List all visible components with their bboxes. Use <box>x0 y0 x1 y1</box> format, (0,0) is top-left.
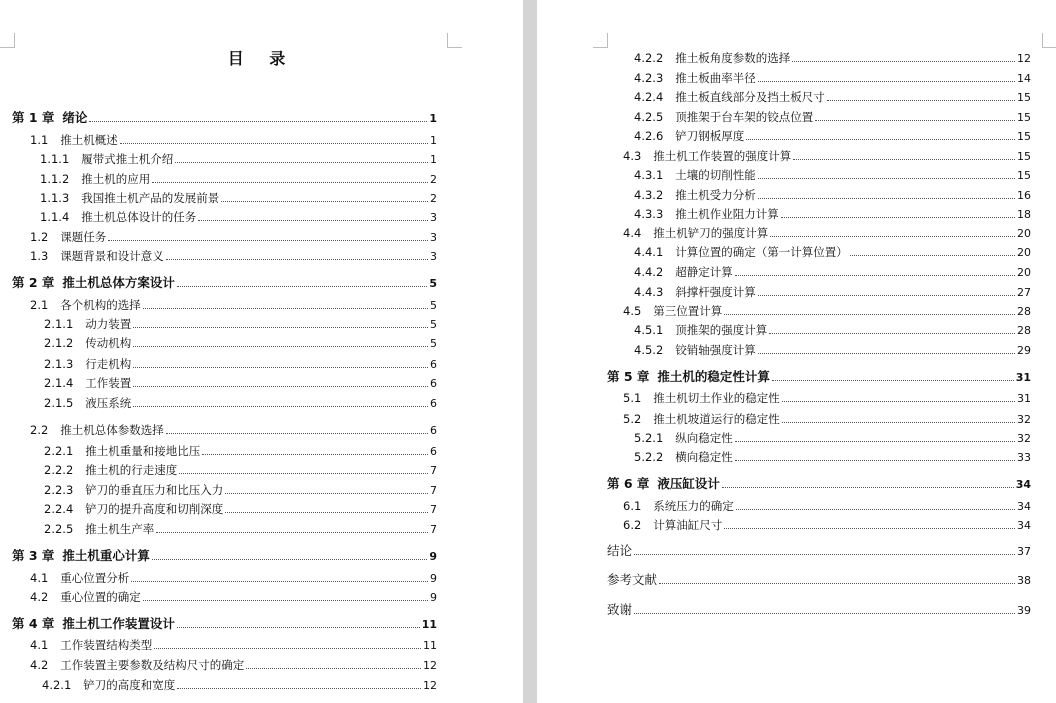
toc-dot-leader <box>659 583 1015 584</box>
toc-entry-title: 结论 <box>607 543 633 558</box>
toc-dot-leader <box>758 198 1015 199</box>
toc-entry-number: 6.2 <box>623 518 642 532</box>
toc-entry <box>40 150 437 168</box>
toc-entry-title: 推土机的应用 <box>81 172 151 186</box>
toc-entry-title: 推土机总体设计的任务 <box>81 210 197 224</box>
toc-entry-number: 1.1.1 <box>40 152 70 166</box>
toc-page-number: 32 <box>1017 413 1031 426</box>
toc-entry <box>634 448 1031 466</box>
toc-dot-leader <box>198 220 428 221</box>
toc-page-number: 12 <box>423 659 437 672</box>
toc-entry-number: 2.1.3 <box>44 357 74 371</box>
toc-entry-number: 第 6 章 <box>607 476 650 491</box>
toc-dot-leader <box>152 559 427 560</box>
toc-entry-title: 纵向稳定性 <box>675 431 733 445</box>
toc-entry-title: 计算油缸尺寸 <box>653 518 723 532</box>
toc-dot-leader <box>758 178 1015 179</box>
toc-page-number: 32 <box>1017 432 1031 445</box>
toc-entry-title: 传动机构 <box>85 336 132 350</box>
toc-entry-title: 履带式推土机介绍 <box>81 152 174 166</box>
toc-dot-leader <box>175 162 428 163</box>
toc-entry-title: 推土机铲刀的强度计算 <box>653 226 769 240</box>
toc-entry-title: 推土板直线部分及挡土板尺寸 <box>675 90 825 104</box>
toc-dot-leader <box>133 386 428 387</box>
toc-entry-number: 5.2 <box>623 412 642 426</box>
toc-page-number: 7 <box>430 464 437 477</box>
toc-page-number: 5 <box>429 277 437 290</box>
toc-entry-number: 4.4.3 <box>634 285 664 299</box>
toc-dot-leader <box>133 406 428 407</box>
toc-entry-title: 推土机坡道运行的稳定性 <box>653 412 780 426</box>
toc-entry-title: 铰销轴强度计算 <box>675 343 756 357</box>
toc-page-number: 15 <box>1017 111 1031 124</box>
toc-dot-leader <box>782 401 1015 402</box>
toc-page-number: 16 <box>1017 189 1031 202</box>
toc-page-number: 33 <box>1017 451 1031 464</box>
toc-dot-leader <box>850 255 1015 256</box>
toc-dot-leader <box>735 275 1015 276</box>
toc-entry-title: 推土板曲率半径 <box>675 71 756 85</box>
toc-entry-number: 4.2 <box>30 590 49 604</box>
document-page-right <box>537 0 1056 703</box>
toc-chapter-entry <box>12 547 437 565</box>
toc-entry-title: 第三位置计算 <box>653 304 723 318</box>
toc-page-number: 18 <box>1017 208 1031 221</box>
toc-entry-number: 5.1 <box>623 391 642 405</box>
toc-entry-number: 4.2.1 <box>42 678 72 692</box>
toc-entry <box>634 321 1031 339</box>
toc-page-number: 1 <box>430 153 437 166</box>
toc-entry <box>623 302 1031 320</box>
toc-page-number: 2 <box>430 192 437 205</box>
toc-dot-leader <box>177 688 421 689</box>
toc-dot-leader <box>154 648 421 649</box>
toc-entry-title: 推土机作业阻力计算 <box>675 207 779 221</box>
toc-chapter-entry <box>12 615 437 633</box>
toc-entry-number: 2.1.1 <box>44 317 74 331</box>
toc-entry-title: 斜撑杆强度计算 <box>675 285 756 299</box>
toc-entry <box>44 520 437 538</box>
toc-entry-number: 4.1 <box>30 571 49 585</box>
toc-page-number: 9 <box>430 591 437 604</box>
toc-entry-number: 4.5.2 <box>634 343 664 357</box>
toc-entry-title: 铲刀钢板厚度 <box>675 129 745 143</box>
toc-entry-number: 4.3.2 <box>634 188 664 202</box>
toc-entry <box>607 571 1031 589</box>
toc-entry-number: 第 3 章 <box>12 548 55 563</box>
toc-chapter-entry <box>607 475 1031 493</box>
toc-page-number: 6 <box>430 397 437 410</box>
toc-entry <box>634 205 1031 223</box>
toc-entry-title: 推土机概述 <box>60 133 118 147</box>
toc-page-number: 29 <box>1017 344 1031 357</box>
toc-page-number: 7 <box>430 523 437 536</box>
toc-dot-leader <box>202 454 428 455</box>
toc-page-number: 6 <box>430 424 437 437</box>
toc-entry <box>30 296 437 314</box>
toc-page-number: 31 <box>1015 371 1031 384</box>
toc-dot-leader <box>634 613 1015 614</box>
toc-entry-title: 行走机构 <box>85 357 132 371</box>
toc-entry <box>44 461 437 479</box>
toc-dot-leader <box>722 487 1014 488</box>
toc-entry <box>623 410 1031 428</box>
toc-dot-leader <box>634 554 1015 555</box>
toc-entry-title: 推土机总体参数选择 <box>60 423 164 437</box>
toc-page-number: 2 <box>430 173 437 186</box>
toc-entry <box>623 516 1031 534</box>
toc-entry-number: 4.2.5 <box>634 110 664 124</box>
toc-entry <box>623 147 1031 165</box>
toc-page-number: 5 <box>430 299 437 312</box>
toc-entry <box>634 283 1031 301</box>
toc-entry <box>44 394 437 412</box>
toc-entry-title: 致谢 <box>607 602 633 617</box>
toc-entry-title: 推土机生产率 <box>85 522 155 536</box>
toc-chapter-entry <box>12 109 437 127</box>
toc-dot-leader <box>156 532 428 533</box>
toc-page-number: 15 <box>1017 150 1031 163</box>
toc-entry-number: 2.2.3 <box>44 483 74 497</box>
toc-entry <box>44 442 437 460</box>
toc-entry-title: 参考文献 <box>607 572 658 587</box>
toc-dot-leader <box>120 143 428 144</box>
toc-dot-leader <box>152 182 428 183</box>
toc-dot-leader <box>143 308 428 309</box>
toc-entry-number: 4.1 <box>30 638 49 652</box>
toc-page-number: 31 <box>1017 392 1031 405</box>
toc-entry-number: 1.1 <box>30 133 49 147</box>
toc-page-number: 6 <box>430 445 437 458</box>
toc-entry <box>30 588 437 606</box>
toc-entry-title: 铲刀的提升高度和切削深度 <box>85 502 224 516</box>
toc-dot-leader <box>735 441 1015 442</box>
toc-page-number: 20 <box>1017 246 1031 259</box>
toc-entry-number: 2.2.2 <box>44 463 74 477</box>
toc-entry-number: 2.1 <box>30 298 49 312</box>
toc-entry <box>623 224 1031 242</box>
toc-dot-leader <box>177 627 420 628</box>
toc-entry <box>30 656 437 674</box>
toc-page-number: 11 <box>421 618 437 631</box>
toc-entry-title: 液压缸设计 <box>657 476 720 491</box>
toc-entry-number: 4.2.6 <box>634 129 664 143</box>
toc-entry-number: 第 2 章 <box>12 275 55 290</box>
toc-dot-leader <box>724 528 1015 529</box>
toc-dot-leader <box>89 121 427 122</box>
toc-entry-number: 1.3 <box>30 249 49 263</box>
toc-page-number: 37 <box>1017 545 1031 558</box>
toc-dot-leader <box>770 236 1015 237</box>
toc-dot-leader <box>781 217 1015 218</box>
toc-entry <box>634 166 1031 184</box>
toc-page-number: 7 <box>430 503 437 516</box>
toc-entry-title: 动力装置 <box>85 317 132 331</box>
toc-entry <box>634 341 1031 359</box>
toc-page-number: 7 <box>430 484 437 497</box>
toc-entry-title: 工作装置主要参数及结构尺寸的确定 <box>60 658 245 672</box>
document-page-left <box>0 0 523 703</box>
toc-entry-number: 第 1 章 <box>12 110 55 125</box>
toc-entry <box>623 497 1031 515</box>
toc-page-number: 38 <box>1017 574 1031 587</box>
toc-entry <box>634 186 1031 204</box>
toc-dot-leader <box>746 139 1015 140</box>
toc-dot-leader <box>758 353 1015 354</box>
toc-dot-leader <box>143 600 428 601</box>
toc-page-number: 34 <box>1017 500 1031 513</box>
toc-dot-leader <box>179 473 428 474</box>
toc-entry-title: 铲刀的垂直压力和比压入力 <box>85 483 224 497</box>
page-corner-mark <box>593 33 608 48</box>
toc-page-number: 3 <box>430 211 437 224</box>
toc-entry-title: 推土机总体方案设计 <box>62 275 175 290</box>
toc-page-number: 27 <box>1017 286 1031 299</box>
toc-entry-title: 计算位置的确定（第一计算位置） <box>675 245 848 259</box>
toc-entry <box>44 334 437 352</box>
toc-entry-number: 2.1.2 <box>44 336 74 350</box>
toc-page-number: 28 <box>1017 324 1031 337</box>
toc-dot-leader <box>724 314 1015 315</box>
toc-entry-title: 课题任务 <box>60 230 107 244</box>
toc-chapter-entry <box>12 274 437 292</box>
toc-entry-title: 推土机的稳定性计算 <box>657 369 770 384</box>
toc-page-number: 34 <box>1015 478 1031 491</box>
toc-entry-title: 工作装置 <box>85 376 132 390</box>
toc-entry <box>634 88 1031 106</box>
toc-dot-leader <box>177 286 427 287</box>
toc-entry-number: 4.2 <box>30 658 49 672</box>
toc-dot-leader <box>782 422 1015 423</box>
toc-entry-number: 2.2.1 <box>44 444 74 458</box>
toc-page-number: 39 <box>1017 604 1031 617</box>
toc-entry-title: 推土机受力分析 <box>675 188 756 202</box>
toc-entry-number: 4.4 <box>623 226 642 240</box>
toc-dot-leader <box>246 668 421 669</box>
toc-entry-number: 第 5 章 <box>607 369 650 384</box>
toc-entry <box>30 569 437 587</box>
toc-dot-leader <box>736 509 1015 510</box>
toc-entry-number: 4.4.2 <box>634 265 664 279</box>
toc-entry-number: 2.2 <box>30 423 49 437</box>
toc-entry-title: 顶推架于台车架的铰点位置 <box>675 110 814 124</box>
toc-page-number: 1 <box>430 134 437 147</box>
toc-entry-number: 4.5.1 <box>634 323 664 337</box>
toc-dot-leader <box>758 81 1015 82</box>
toc-entry <box>634 263 1031 281</box>
toc-dot-leader <box>792 61 1015 62</box>
toc-page-number: 15 <box>1017 130 1031 143</box>
toc-entry-title: 工作装置结构类型 <box>60 638 153 652</box>
toc-entry <box>634 243 1031 261</box>
toc-dot-leader <box>827 100 1015 101</box>
toc-dot-leader <box>131 581 428 582</box>
toc-entry-number: 4.2.4 <box>634 90 664 104</box>
toc-entry <box>40 208 437 226</box>
toc-page-number: 11 <box>423 639 437 652</box>
toc-entry-number: 1.1.3 <box>40 191 70 205</box>
toc-dot-leader <box>133 346 428 347</box>
toc-dot-leader <box>225 512 428 513</box>
toc-dot-leader <box>772 380 1014 381</box>
toc-page-number: 15 <box>1017 91 1031 104</box>
toc-entry <box>30 228 437 246</box>
toc-entry <box>634 49 1031 67</box>
toc-dot-leader <box>225 493 428 494</box>
toc-entry <box>44 355 437 373</box>
toc-page-number: 5 <box>430 337 437 350</box>
toc-entry-title: 土壤的切削性能 <box>675 168 756 182</box>
toc-entry-number: 第 4 章 <box>12 616 55 631</box>
toc-entry-number: 4.3.1 <box>634 168 664 182</box>
toc-entry-title: 推土板角度参数的选择 <box>675 51 791 65</box>
toc-entry-number: 4.4.1 <box>634 245 664 259</box>
toc-entry <box>634 69 1031 87</box>
toc-entry-title: 液压系统 <box>85 396 132 410</box>
toc-entry-number: 4.3.3 <box>634 207 664 221</box>
toc-entry-title: 重心位置的确定 <box>60 590 141 604</box>
toc-entry <box>634 429 1031 447</box>
toc-page-number: 15 <box>1017 169 1031 182</box>
toc-entry-number: 5.2.1 <box>634 431 664 445</box>
toc-entry-title: 铲刀的高度和宽度 <box>83 678 176 692</box>
toc-entry-title: 绪论 <box>62 110 88 125</box>
toc-entry-title: 推土机重量和接地比压 <box>85 444 201 458</box>
toc-page-number: 6 <box>430 377 437 390</box>
toc-entry-number: 1.1.4 <box>40 210 70 224</box>
toc-entry-number: 4.2.3 <box>634 71 664 85</box>
toc-page-number: 14 <box>1017 72 1031 85</box>
toc-page-number: 20 <box>1017 266 1031 279</box>
toc-entry <box>607 601 1031 619</box>
toc-page-number: 3 <box>430 231 437 244</box>
toc-entry-number: 6.1 <box>623 499 642 513</box>
toc-page-number: 12 <box>423 679 437 692</box>
toc-entry <box>623 389 1031 407</box>
toc-page-number: 3 <box>430 250 437 263</box>
toc-entry <box>44 374 437 392</box>
toc-entry <box>30 636 437 654</box>
toc-entry-title: 推土机重心计算 <box>62 548 150 563</box>
toc-dot-leader <box>166 433 428 434</box>
toc-entry-title: 推土机切土作业的稳定性 <box>653 391 780 405</box>
toc-entry-title: 课题背景和设计意义 <box>60 249 164 263</box>
page-gutter <box>523 0 537 703</box>
toc-page-number: 5 <box>430 318 437 331</box>
toc-dot-leader <box>108 240 428 241</box>
toc-dot-leader <box>769 333 1015 334</box>
toc-entry <box>30 421 437 439</box>
toc-entry-number: 4.5 <box>623 304 642 318</box>
toc-page-number: 9 <box>429 550 437 563</box>
toc-dot-leader <box>166 259 428 260</box>
toc-entry-title: 顶推架的强度计算 <box>675 323 768 337</box>
toc-entry-number: 2.1.5 <box>44 396 74 410</box>
toc-dot-leader <box>221 201 428 202</box>
toc-dot-leader <box>815 120 1015 121</box>
toc-dot-leader <box>735 460 1015 461</box>
toc-entry-title: 推土机工作装置的强度计算 <box>653 149 792 163</box>
toc-entry <box>44 500 437 518</box>
toc-entry-number: 1.1.2 <box>40 172 70 186</box>
toc-entry-number: 5.2.2 <box>634 450 664 464</box>
toc-entry-title: 超静定计算 <box>675 265 733 279</box>
toc-entry <box>634 127 1031 145</box>
toc-page-number: 6 <box>430 358 437 371</box>
toc-entry-title: 我国推土机产品的发展前景 <box>81 191 220 205</box>
toc-dot-leader <box>133 367 428 368</box>
toc-entry-title: 推土机工作装置设计 <box>62 616 175 631</box>
toc-entry <box>30 131 437 149</box>
toc-page-number: 20 <box>1017 227 1031 240</box>
toc-entry-title: 横向稳定性 <box>675 450 733 464</box>
toc-page-number: 28 <box>1017 305 1031 318</box>
toc-entry <box>40 170 437 188</box>
toc-entry <box>607 542 1031 560</box>
toc-entry-title: 各个机构的选择 <box>60 298 141 312</box>
toc-page-number: 9 <box>430 572 437 585</box>
toc-dot-leader <box>133 327 428 328</box>
toc-dot-leader <box>758 295 1015 296</box>
toc-page-number: 12 <box>1017 52 1031 65</box>
toc-dot-leader <box>793 159 1015 160</box>
toc-page-number: 1 <box>429 112 437 125</box>
toc-entry-title: 推土机的行走速度 <box>85 463 178 477</box>
toc-entry <box>42 676 437 694</box>
toc-entry-title: 重心位置分析 <box>60 571 130 585</box>
toc-entry <box>44 315 437 333</box>
page-corner-mark <box>1042 33 1056 48</box>
toc-entry <box>634 108 1031 126</box>
toc-entry-number: 2.2.4 <box>44 502 74 516</box>
toc-entry-number: 4.3 <box>623 149 642 163</box>
toc-chapter-entry <box>607 368 1031 386</box>
toc-entry <box>44 481 437 499</box>
toc-entry <box>40 189 437 207</box>
toc-heading: 目 录 <box>227 49 296 68</box>
toc-entry <box>30 247 437 265</box>
toc-entry-title: 系统压力的确定 <box>653 499 734 513</box>
toc-entry-number: 2.1.4 <box>44 376 74 390</box>
toc-entry-number: 1.2 <box>30 230 49 244</box>
toc-entry-number: 2.2.5 <box>44 522 74 536</box>
toc-entry-number: 4.2.2 <box>634 51 664 65</box>
toc-page-number: 34 <box>1017 519 1031 532</box>
